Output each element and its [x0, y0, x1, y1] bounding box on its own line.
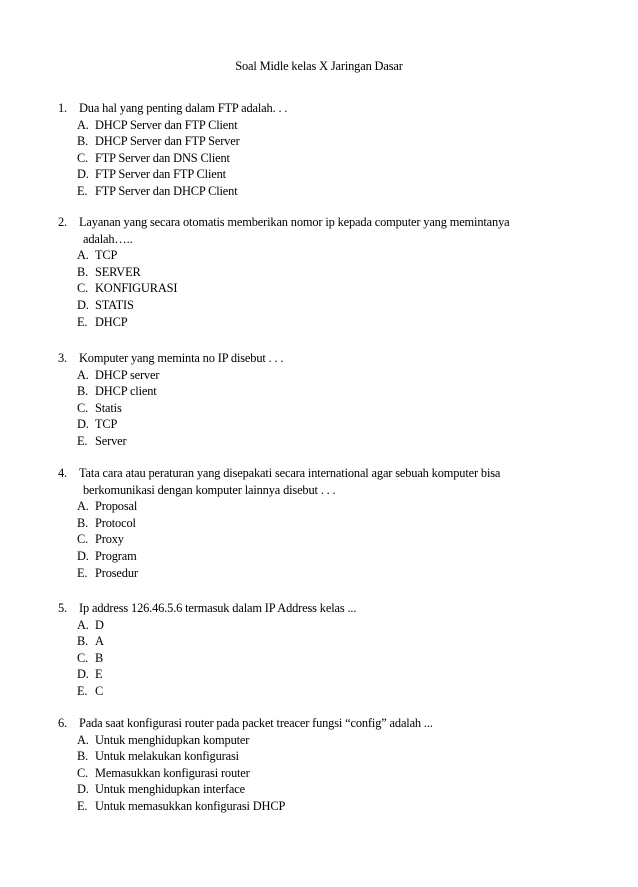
option-text: Statis [95, 400, 122, 415]
option-d [58, 548, 588, 565]
option-text: Program [95, 548, 137, 563]
option-e [58, 433, 588, 450]
question-text: Dua hal yang penting dalam FTP adalah. . . [79, 101, 288, 115]
option-letter: A. [77, 617, 89, 632]
question-stem [58, 214, 588, 231]
option-letter: B. [77, 515, 89, 530]
option-text: B [95, 650, 104, 665]
option-a [58, 367, 588, 384]
option-letter: B. [77, 384, 89, 399]
option-a [58, 617, 588, 634]
option-text: STATIS [95, 297, 134, 312]
question-number: 1. [58, 101, 67, 115]
option-b [58, 748, 588, 765]
question-stem [58, 715, 588, 732]
question-4 [58, 465, 588, 581]
option-letter: E. [77, 565, 88, 580]
option-c [58, 531, 588, 548]
option-text: Untuk menghidupkan interface [95, 782, 245, 797]
option-d [58, 781, 588, 798]
option-list [58, 367, 588, 450]
question-number: 5. [58, 601, 67, 615]
option-text: E [95, 667, 103, 682]
question-stem [58, 350, 588, 367]
option-e [58, 565, 588, 582]
option-d [58, 416, 588, 433]
question-text-continuation: berkomunikasi dengan komputer lainnya disebut . . . [83, 482, 336, 497]
option-text: DHCP [95, 314, 128, 329]
option-list [58, 247, 588, 330]
option-letter: D. [77, 548, 89, 563]
option-text: FTP Server dan FTP Client [95, 167, 226, 182]
option-b [58, 515, 588, 532]
option-list [58, 117, 588, 200]
option-text: Proposal [95, 499, 138, 514]
question-6 [58, 715, 588, 815]
option-letter: E. [77, 798, 88, 813]
option-letter: C. [77, 150, 89, 165]
option-c [58, 400, 588, 417]
option-text: SERVER [95, 264, 141, 279]
question-stem [58, 100, 588, 117]
option-c [58, 150, 588, 167]
option-letter: D. [77, 167, 89, 182]
option-text: Untuk melakukan konfigurasi [95, 749, 239, 764]
option-c [58, 280, 588, 297]
option-c [58, 765, 588, 782]
option-letter: B. [77, 264, 89, 279]
option-text: Prosedur [95, 565, 138, 580]
option-letter: A. [77, 117, 89, 132]
option-letter: C. [77, 281, 89, 296]
option-text: Untuk menghidupkan komputer [95, 732, 250, 747]
option-b [58, 133, 588, 150]
question-text-continuation: adalah….. [83, 231, 133, 246]
option-letter: A. [77, 367, 89, 382]
question-text: Pada saat konfigurasi router pada packet treacer fungsi “config” adalah ... [79, 716, 433, 730]
option-text: Untuk memasukkan konfigurasi DHCP [95, 798, 286, 813]
option-text: TCP [95, 417, 118, 432]
question-number: 6. [58, 716, 67, 730]
question-text: Ip address 126.46.5.6 termasuk dalam IP Address kelas ... [79, 601, 357, 615]
option-b [58, 383, 588, 400]
option-letter: E. [77, 433, 88, 448]
option-letter: A. [77, 499, 89, 514]
question-1 [58, 100, 588, 200]
option-list [58, 732, 588, 815]
document-title: Soal Midle kelas X Jaringan Dasar [235, 59, 403, 73]
option-b [58, 264, 588, 281]
option-text: KONFIGURASI [95, 281, 178, 296]
option-letter: C. [77, 400, 89, 415]
option-text: C [95, 683, 104, 698]
option-letter: E. [77, 314, 88, 329]
option-letter: E. [77, 183, 88, 198]
question-5 [58, 600, 588, 700]
question-text: Komputer yang meminta no IP disebut . . . [79, 351, 284, 365]
option-list [58, 617, 588, 700]
option-e [58, 798, 588, 815]
option-letter: D. [77, 297, 89, 312]
option-d [58, 297, 588, 314]
option-list [58, 498, 588, 581]
option-letter: E. [77, 683, 88, 698]
question-2 [58, 214, 588, 330]
option-letter: A. [77, 248, 89, 263]
option-letter: C. [77, 650, 89, 665]
option-d [58, 666, 588, 683]
option-b [58, 633, 588, 650]
option-letter: D. [77, 782, 89, 797]
option-letter: D. [77, 417, 89, 432]
option-a [58, 498, 588, 515]
option-text: DHCP client [95, 384, 157, 399]
option-text: A [95, 634, 104, 649]
option-letter: B. [77, 134, 89, 149]
option-text: DHCP Server dan FTP Server [95, 134, 240, 149]
option-e [58, 683, 588, 700]
option-text: DHCP server [95, 367, 160, 382]
option-letter: B. [77, 634, 89, 649]
question-3 [58, 350, 588, 450]
option-letter: D. [77, 667, 89, 682]
question-text: Tata cara atau peraturan yang disepakati secara international agar sebuah komputer bisa [79, 466, 501, 480]
option-letter: B. [77, 749, 89, 764]
option-e [58, 183, 588, 200]
option-c [58, 650, 588, 667]
option-a [58, 247, 588, 264]
option-a [58, 732, 588, 749]
question-number: 3. [58, 351, 67, 365]
option-text: TCP [95, 248, 118, 263]
option-text: D [95, 617, 104, 632]
option-e [58, 314, 588, 331]
option-text: Proxy [95, 532, 124, 547]
option-letter: C. [77, 765, 89, 780]
question-text: Layanan yang secara otomatis memberikan nomor ip kepada computer yang memintanya [79, 215, 510, 229]
question-stem [58, 600, 588, 617]
option-letter: A. [77, 732, 89, 747]
option-a [58, 117, 588, 134]
option-text: FTP Server dan DNS Client [95, 150, 230, 165]
option-text: Memasukkan konfigurasi router [95, 765, 250, 780]
question-number: 4. [58, 466, 67, 480]
option-text: DHCP Server dan FTP Client [95, 117, 238, 132]
option-d [58, 166, 588, 183]
option-text: FTP Server dan DHCP Client [95, 183, 238, 198]
question-stem [58, 465, 588, 482]
option-text: Server [95, 433, 127, 448]
option-letter: C. [77, 532, 89, 547]
question-number: 2. [58, 215, 67, 229]
option-text: Protocol [95, 515, 136, 530]
